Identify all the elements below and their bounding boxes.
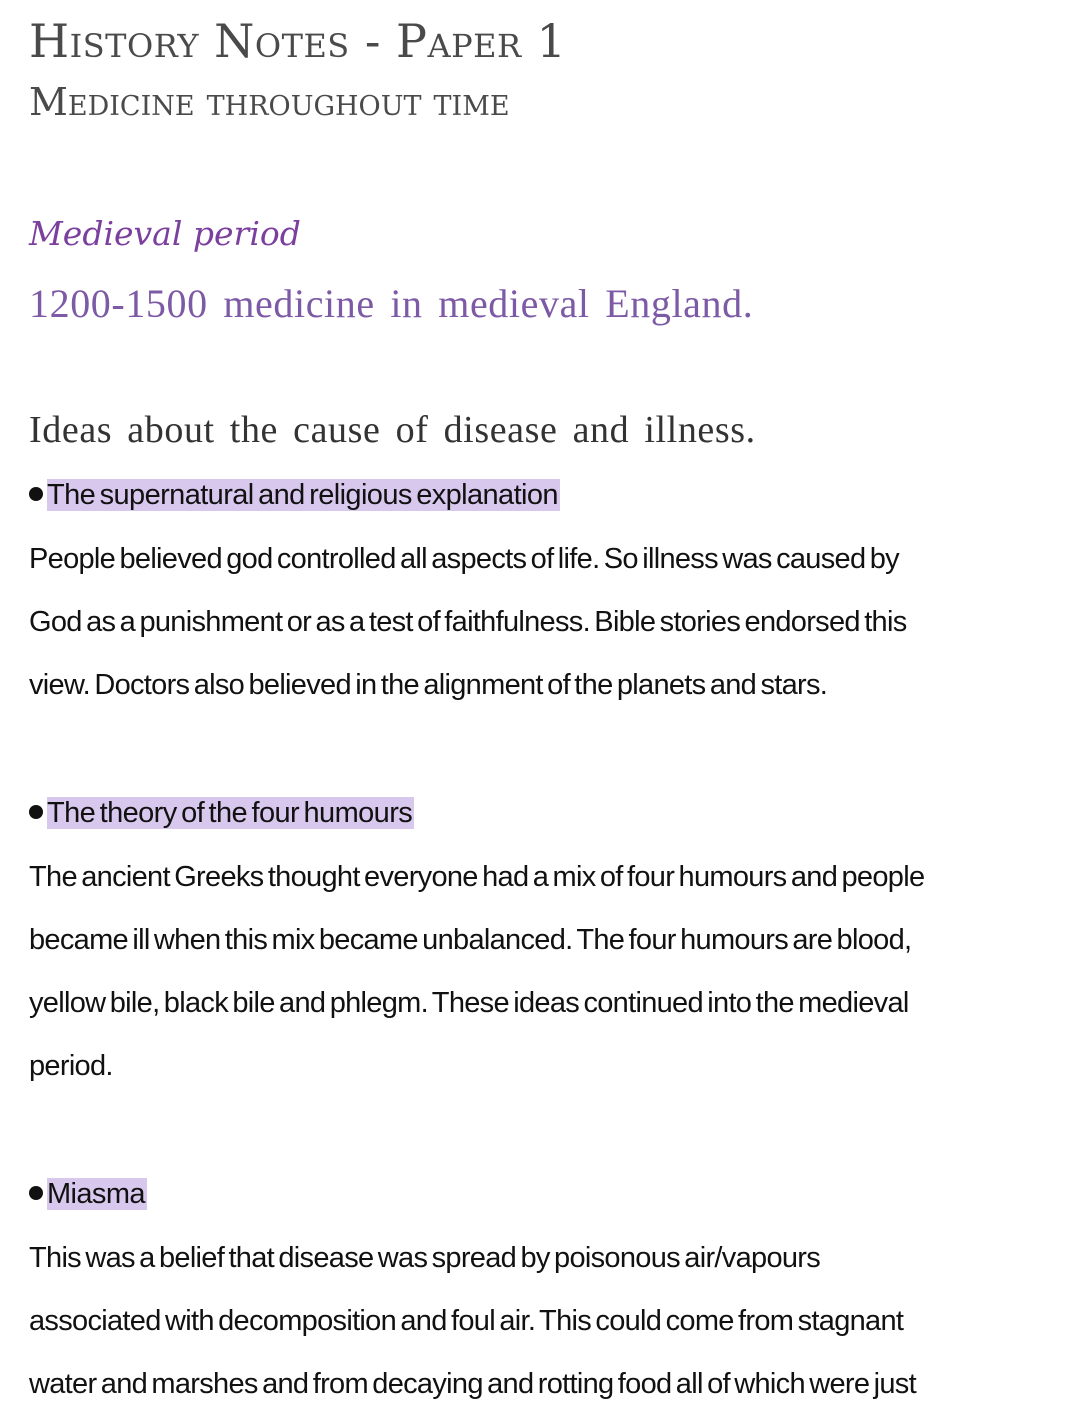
highlighted-heading: Miasma bbox=[47, 1178, 145, 1210]
era-heading: 1200-1500 medicine in medieval England. bbox=[29, 281, 754, 326]
paragraph-line: view. Doctors also believed in the alignment of the planets and stars. bbox=[29, 669, 828, 701]
paragraph-line: became ill when this mix became unbalanced. The four humours are blood, bbox=[29, 924, 912, 956]
bullet-heading-supernatural bbox=[29, 477, 560, 514]
bullet-icon bbox=[29, 805, 43, 819]
paragraph-line: This was a belief that disease was spread by poisonous air/vapours bbox=[29, 1242, 821, 1274]
page-title: History Notes - Paper 1 bbox=[29, 14, 567, 68]
bullet-icon bbox=[29, 1186, 43, 1200]
paragraph-line: The ancient Greeks thought everyone had a mix of four humours and people bbox=[29, 861, 925, 893]
paragraph-line: God as a punishment or as a test of faithfulness. Bible stories endorsed this bbox=[29, 606, 907, 638]
page-subtitle: Medicine throughout time bbox=[29, 80, 510, 124]
bullet-icon bbox=[29, 487, 43, 501]
paragraph-line: yellow bile, black bile and phlegm. These ideas continued into the medieval bbox=[29, 987, 909, 1019]
paragraph-line: associated with decomposition and foul air. This could come from stagnant bbox=[29, 1305, 904, 1337]
bullet-heading-four-humours bbox=[29, 795, 414, 832]
paragraph-line: period. bbox=[29, 1050, 113, 1082]
paragraph-line: People believed god controlled all aspects of life. So illness was caused by bbox=[29, 543, 899, 575]
section-heading: Ideas about the cause of disease and illness. bbox=[29, 409, 756, 451]
paragraph-miasma bbox=[29, 1240, 1039, 1417]
bullet-heading-miasma bbox=[29, 1176, 147, 1213]
highlighted-heading: The supernatural and religious explanation bbox=[47, 479, 558, 511]
paragraph-four-humours bbox=[29, 859, 1039, 1111]
highlighted-heading: The theory of the four humours bbox=[47, 797, 413, 829]
paragraph-supernatural bbox=[29, 541, 1039, 730]
paragraph-line: water and marshes and from decaying and rotting food all of which were just bbox=[29, 1368, 916, 1400]
period-heading: Medieval period bbox=[29, 214, 301, 253]
